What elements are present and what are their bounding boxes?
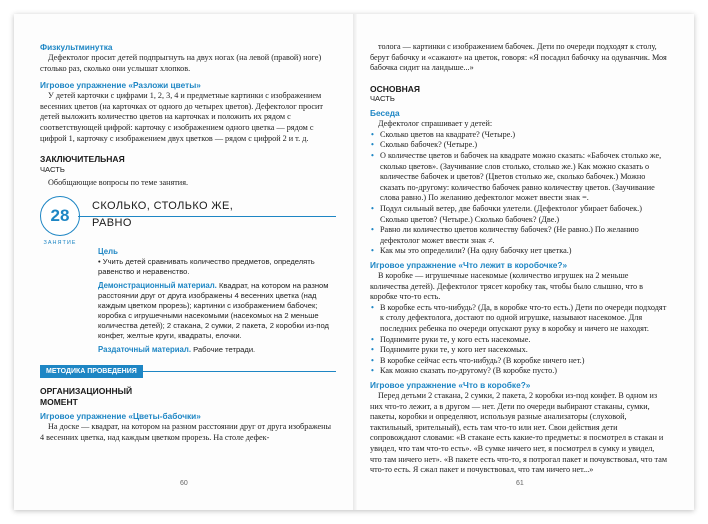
lesson-header bbox=[40, 196, 336, 246]
ex2-text: На доске — квадрат, на котором на разном расстоянии друг от друга изображены 4 весенних цветка, над каждым цветком прорезь. На столе дефек- bbox=[40, 422, 332, 442]
ex4-title: Игровое упражнение «Что в коробке?» bbox=[370, 379, 531, 390]
ex3-list bbox=[370, 303, 668, 377]
ex3-title: Игровое упражнение «Что лежит в коробочке?» bbox=[370, 260, 568, 270]
left-page-number: 60 bbox=[180, 480, 188, 487]
book-spine bbox=[353, 14, 357, 510]
list-item: • Поднимите руки те, у кого нет насекомых. bbox=[370, 345, 668, 356]
demo-material: Демонстрационный материал. Квадрат, на котором на разном расстоянии друг от друга изображены 4 весенних цветка (над каждым цветком прорезь); картинки с изображением бабочек; коробка с игрушечными насекомыми (насекомых на 2 меньше количества детей); 2 стакана, 2 сумки, 2 пакета, 2 коробки из-под конфет, желтые круги, квадраты, елочки. bbox=[98, 281, 329, 341]
org-heading: ОРГАНИЗАЦИОННЫЙ bbox=[40, 386, 133, 397]
main-heading: ОСНОВНАЯ bbox=[370, 83, 421, 94]
lesson-label: ЗАНЯТИЕ bbox=[43, 240, 77, 247]
ex1-text: У детей карточки с цифрами 1, 2, 3, 4 и предметные картинки с изображением весенних цветов (на карточках от одного до четырех цветов). Дефектолог просит детей выложить количество цветов на карточках и положить их рядом с соответствующей цифрой: карточку с изображением одного цветка — рядом с цифрой 1, карточку с изображением двух цветков — рядом с цифрой 2 и т. д. bbox=[40, 91, 323, 143]
list-item: • Подул сильный ветер, две бабочки улетели. (Дефектолог убирает бабочек.) Сколько цветов? (Четыре.) Сколько бабочек? (Две.) bbox=[370, 204, 668, 225]
list-item: • О количестве цветов и бабочек на квадрате можно сказать: «Бабочек столько же, сколько цветов». (Заучивание слов столько, столько же.) Как можно сказать о количестве бабочек и цветов? (Цветов столько же, сколько бабочек.) Можно сказать по-другому: количество бабочек равно количеству цветов. (Заучивание слова равно.) По желанию дефектолог может ввести знак =. bbox=[370, 151, 668, 204]
list-item: • В коробке сейчас есть что-нибудь? (В коробке ничего нет.) bbox=[370, 356, 668, 367]
list-item: • Сколько цветов на квадрате? (Четыре.) bbox=[370, 130, 668, 141]
method-rule bbox=[143, 371, 336, 372]
talk-title: Беседа bbox=[370, 108, 400, 119]
lesson-aims bbox=[98, 246, 336, 355]
ex1-title: Игровое упражнение «Разложи цветы» bbox=[40, 80, 201, 91]
list-item: • Как можно сказать по-другому? (В коробке пусто.) bbox=[370, 366, 668, 377]
method-bar bbox=[40, 365, 336, 378]
list-item: • Сколько бабочек? (Четыре.) bbox=[370, 140, 668, 151]
handout-material: Раздаточный материал. Рабочие тетради. bbox=[98, 345, 256, 355]
cont-text: толога — картинки с изображением бабочек. Дети по очереди подходят к столу, берут бабочку и «сажают» на цветок, говоря: «Я посадил бабочку на одуванчик. Моя бабочка сидит на ландыше...» bbox=[370, 42, 667, 73]
lesson-title: СКОЛЬКО, СТОЛЬКО ЖЕ, РАВНО bbox=[92, 200, 234, 230]
talk-list bbox=[370, 130, 668, 257]
org-subheading: МОМЕНТ bbox=[40, 396, 78, 407]
goal-title: Цель bbox=[98, 247, 118, 257]
final-heading: ЗАКЛЮЧИТЕЛЬНАЯ bbox=[40, 154, 125, 165]
list-item: • Поднимите руки те, у кого есть насекомые. bbox=[370, 335, 668, 346]
method-label: МЕТОДИКА ПРОВЕДЕНИЯ bbox=[40, 365, 143, 378]
lesson-number-badge: 28 bbox=[40, 196, 80, 236]
left-page bbox=[40, 42, 336, 443]
phys-title: Физкультминутка bbox=[40, 42, 113, 52]
right-page-number: 61 bbox=[516, 480, 524, 487]
talk-intro: Дефектолог спрашивает у детей: bbox=[378, 119, 493, 129]
list-item: • В коробке есть что-нибудь? (Да, в коробке что-то есть.) Дети по очереди подходят к столу дефектолога, достают по одной игрушке, называют насекомое. Для последних ребенка по очереди опускают руку в коробку и ничего не находят. bbox=[370, 303, 668, 335]
phys-text: Дефектолог просит детей подпрыгнуть на двух ногах (на левой (правой) ноге) столько раз, сколько они услышат хлопков. bbox=[40, 53, 322, 73]
right-page bbox=[370, 42, 668, 476]
goal-text: • Учить детей сравнивать количество предметов, определять равенство и неравенство. bbox=[98, 257, 315, 277]
book-spread bbox=[14, 14, 694, 510]
final-text: Обобщающие вопросы по теме занятия. bbox=[48, 177, 189, 187]
final-subheading: ЧАСТЬ bbox=[40, 164, 65, 174]
ex4-text: Перед детьми 2 стакана, 2 сумки, 2 пакета, 2 коробки из-под конфет. В одном из них что-то лежит, а в другом — нет. Дети по очереди выбирают стаканы, сумки, пакеты, коробки и определяют, используя разные анализаторы (слуховой, тактильный, зрительный), есть там что-то или нет. Свои действия дети сопровождают словами: «В стакане есть какие-то предметы: я посмотрел в стакан и увидел, что там что-то есть». «В сумке ничего нет, я посмотрел в сумку и увидел, что там ничего нет». «В пакете есть что-то, я потрогал пакет и почувствовал, что там что-то есть. Я сжал пакет и почувствовал, что там ничего нет...» bbox=[370, 390, 668, 475]
ex2-title: Игровое упражнение «Цветы-бабочки» bbox=[40, 411, 201, 422]
ex3-text: В коробке — игрушечные насекомые (количество игрушек на 2 меньше количества детей). Дефектолог трясет коробку так, чтобы было слышно, что в коробке что-то есть. bbox=[370, 271, 644, 302]
main-subheading: ЧАСТЬ bbox=[370, 94, 395, 104]
list-item: • Как мы это определили? (На одну бабочку нет цветка.) bbox=[370, 246, 668, 257]
list-item: • Равно ли количество цветов количеству бабочек? (Не равно.) По желанию дефектолог может ввести знак ≠. bbox=[370, 225, 668, 246]
